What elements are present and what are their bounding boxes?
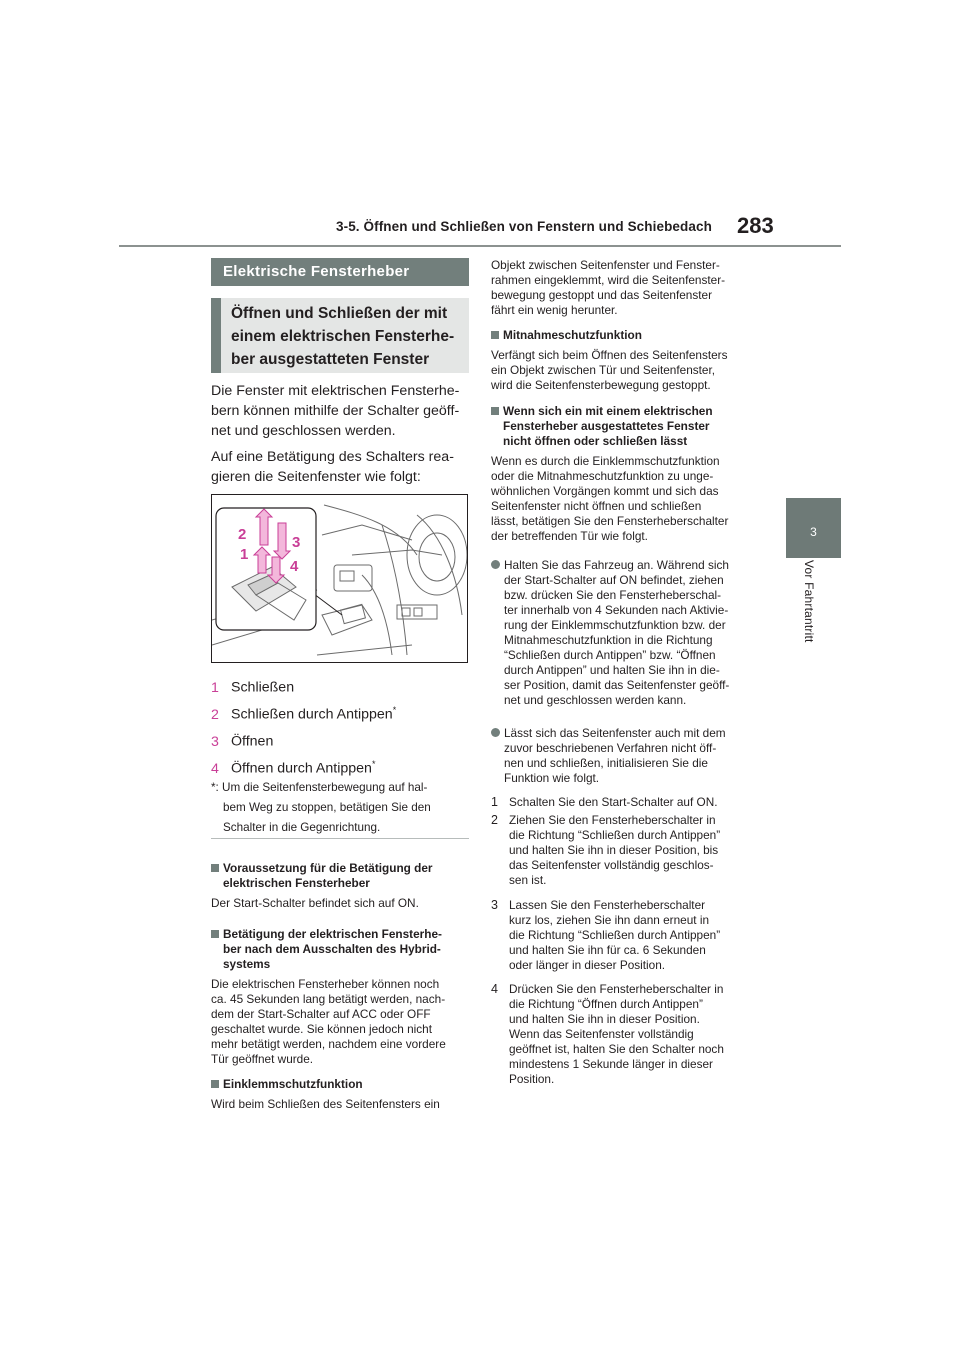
- intro-paragraph-1: Die Fenster mit elektrischen Fensterhe- bern können mithilfe der Schalter geöff- net und geschlossen werden.: [211, 383, 460, 439]
- step-2: 2 Ziehen Sie den Fensterheberschalter in die Richtung “Schließen durch Antippen” und halten Sie ihn in dieser Position, bis das Seitenfenster vollständig geschlos- sen ist.: [491, 813, 721, 887]
- header-rule: [119, 245, 841, 247]
- legend-item-4: 4 Öffnen durch Antippen*: [211, 759, 376, 777]
- legend-item-2: 2 Schließen durch Antippen*: [211, 705, 397, 723]
- section-voraussetzung: Voraussetzung für die Betätigung der elektrischen Fensterheber Der Start-Schalter befindet sich auf ON.: [211, 861, 433, 910]
- legend-item-1: 1 Schließen: [211, 679, 295, 696]
- chapter-tab: 3: [786, 498, 841, 558]
- illustration-label-4: 4: [290, 558, 299, 575]
- bullet-initialisieren: Lässt sich das Seitenfenster auch mit dem zuvor beschriebenen Verfahren nicht öff- nen und schließen, initialisieren Sie die Funktion wie folgt.: [491, 726, 753, 786]
- subheading-bar: [211, 298, 221, 373]
- section-nach-ausschalten: Betätigung der elektrischen Fensterhe- ber nach dem Ausschalten des Hybrid- systems Die elektrischen Fensterheber können noch ca. 45 Sekunden lang betätigt werden, nach- dem der Start-Schalter auf ACC oder OFF geschaltet wurde. Sie können jedoch nicht mehr betätigt werden, nachdem eine vordere Tür geöffnet wurde.: [211, 927, 446, 1066]
- legend-item-3: 3 Öffnen: [211, 733, 274, 750]
- einklemmschutz-continued: Objekt zwischen Seitenfenster und Fenster- rahmen eingeklemmt, wird die Seitenfenster- bewegung gestoppt und das Seitenfenster fährt ein wenig herunter.: [491, 258, 726, 317]
- bullet-halten-sie-an: Halten Sie das Fahrzeug an. Während sich der Start-Schalter auf ON befindet, ziehen bzw. drücken Sie den Fensterheberschal- ter innerhalb von 4 Sekunden nach Aktivie- rung der Einklemmschutzfunktion bzw. der Mitnahmeschutzfunktion in die Richtung “Schließen durch Antippen” bzw. “Öffnen durch Antippen” und halten Sie ihn in die- ser Position, damit das Seitenfenster geöff- net und geschlossen werden kann.: [491, 558, 753, 708]
- section-einklemmschutz: Einklemmschutzfunktion Wird beim Schließen des Seitenfensters ein: [211, 1077, 440, 1111]
- subheading-title: Öffnen und Schließen der mit einem elektrischen Fensterhe- ber ausgestatteten Fenster: [231, 305, 455, 368]
- section-title: 3-5. Öffnen und Schließen von Fenstern und Schiebedach: [336, 219, 712, 234]
- step-4: 4 Drücken Sie den Fensterheberschalter in die Richtung “Öffnen durch Antippen” und halten Sie ihn in dieser Position. Wenn das Seitenfenster vollständig geöffnet ist, halten Sie den Schalter noch mindestens 1 Sekunde länger in dieser Position.: [491, 982, 724, 1086]
- window-switch-illustration: [211, 494, 468, 663]
- step-1: 1 Schalten Sie den Start-Schalter auf ON.: [491, 795, 718, 809]
- illustration-label-1: 1: [240, 546, 249, 563]
- page-number: 283: [737, 213, 774, 238]
- step-3: 3 Lassen Sie den Fensterheberschalter kurz los, ziehen Sie ihn dann erneut in die Richtung “Schließen durch Antippen” und halten Sie ihn für ca. 6 Sekunden oder länger in dieser Position.: [491, 898, 721, 972]
- footnote-divider: [211, 838, 469, 839]
- section-fenster-laesst-sich-nicht: Wenn sich ein mit einem elektrischen Fensterheber ausgestattetes Fenster nicht öffnen oder schließen lässt Wenn es durch die Einklemmschutzfunktion oder die Mitnahmeschutzfunktion zu unge- wöhnlichen Vorgängen kommt und sich das Seitenfenster nicht öffnen und schließen lässt, betätigen Sie den Fensterheberschalter der betreffenden Tür wie folgt.: [491, 404, 729, 543]
- footnote: *: Um die Seitenfensterbewegung auf hal- bem Weg zu stoppen, betätigen Sie den Schalter in die Gegenrichtung.: [211, 781, 431, 834]
- illustration-label-3: 3: [292, 534, 301, 551]
- illustration-label-2: 2: [238, 526, 247, 543]
- illustration-drawing: [212, 495, 468, 663]
- heading-electric-windows: Elektrische Fensterheber: [211, 258, 469, 286]
- section-mitnahmeschutz: Mitnahmeschutzfunktion Verfängt sich beim Öffnen des Seitenfensters ein Objekt zwischen Tür und Seitenfenster, wird die Seitenfensterbewegung gestoppt.: [491, 328, 728, 392]
- intro-paragraph-2: Auf eine Betätigung des Schalters rea- gieren die Seitenfenster wie folgt:: [211, 449, 454, 485]
- chapter-label: Vor Fahrtantritt: [802, 560, 816, 643]
